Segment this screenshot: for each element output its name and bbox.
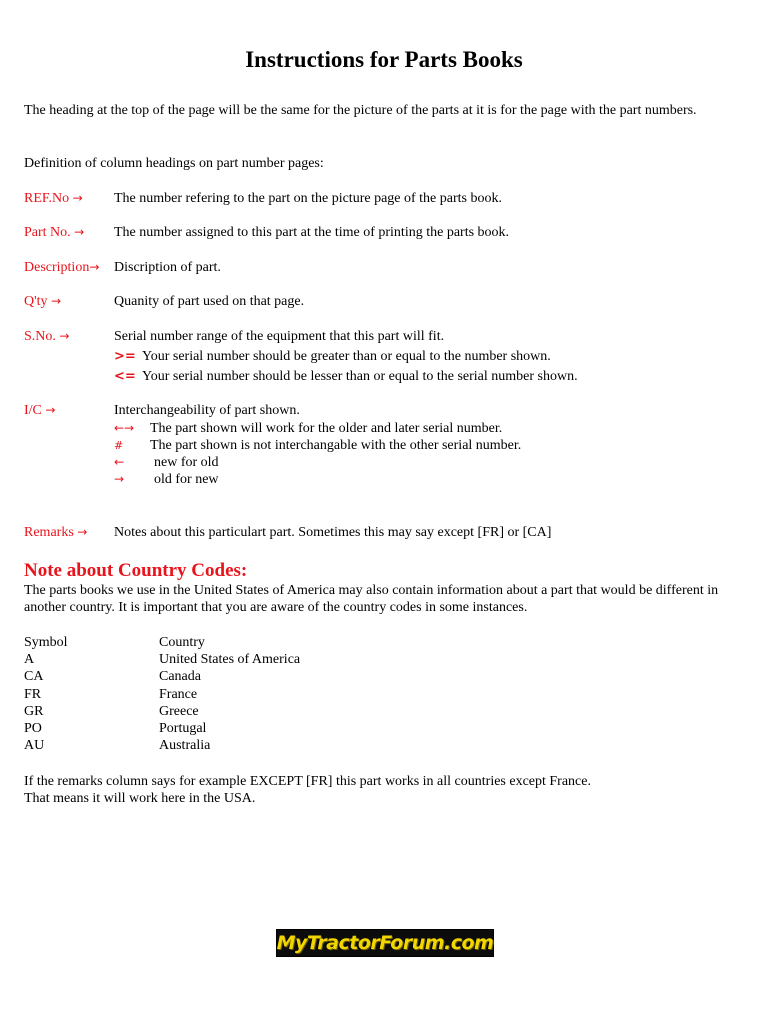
hash-symbol: # (114, 439, 124, 452)
term-ref-no (24, 190, 83, 207)
country-symbol: AU (24, 738, 45, 754)
ic-hash-text: The part shown is not interchangable with the other serial number. (150, 438, 522, 453)
ic-hash-row (114, 437, 521, 454)
country-row (24, 737, 300, 754)
closing-line-1: If the remarks column says for example EXCEPT [FR] this part works in all countries except France. (24, 774, 591, 789)
country-row (24, 668, 300, 685)
term-description-definition: Discription of part. (114, 260, 221, 275)
country-column-header: Country (159, 635, 205, 650)
closing-line-2: That means it will work here in the USA. (24, 791, 256, 806)
term-remarks-label: Remarks (24, 525, 74, 540)
left-arrow-icon: ← (114, 455, 125, 469)
country-codes-heading: Note about Country Codes: (24, 560, 248, 581)
serial-le-text: Your serial number should be lesser than or equal to the serial number shown. (142, 369, 578, 384)
term-qty-label: Q'ty (24, 294, 48, 309)
term-ref-no-definition: The number refering to the part on the picture page of the parts book. (114, 191, 502, 206)
ic-left-row (114, 454, 219, 471)
logo-text: MyTractorForum.com (276, 931, 494, 954)
country-name: United States of America (159, 652, 301, 668)
term-part-no-label: Part No. (24, 225, 71, 240)
greater-equal-symbol: >= (114, 349, 136, 364)
right-arrow-icon: → (74, 225, 85, 239)
country-row (24, 703, 300, 720)
term-serial-no (24, 328, 69, 345)
mytractorforum-logo (276, 929, 494, 957)
intro-paragraph: The heading at the top of the page will be the same for the picture of the parts at it is for the page with the part numbers. (24, 103, 697, 118)
term-remarks (24, 524, 87, 541)
ic-both-text: The part shown will work for the older and later serial number. (150, 421, 503, 436)
term-serial-no-label: S.No. (24, 329, 56, 344)
country-row (24, 651, 300, 668)
country-symbol: FR (24, 686, 42, 702)
term-interchangeability-label: I/C (24, 403, 42, 418)
right-arrow-icon: → (59, 329, 70, 343)
term-qty-definition: Quanity of part used on that page. (114, 294, 305, 309)
term-interchangeability (24, 402, 55, 419)
country-symbol: A (24, 652, 35, 668)
definitions-heading: Definition of column headings on part number pages: (24, 156, 324, 171)
term-serial-no-definition: Serial number range of the equipment that this part will fit. (114, 329, 445, 344)
country-name: Greece (159, 703, 199, 719)
term-description-label: Description (24, 260, 90, 275)
less-equal-symbol: <= (114, 369, 136, 384)
right-arrow-icon: → (51, 294, 62, 308)
serial-ge-text: Your serial number should be greater than or equal to the number shown. (142, 349, 551, 364)
country-name: Portugal (159, 720, 207, 736)
country-intro-paragraph: The parts books we use in the United States of America may also contain information about a part that would be different in another country. It is important that you are aware of the country codes in some instances. (24, 583, 719, 615)
term-part-no-definition: The number assigned to this part at the time of printing the parts book. (114, 225, 510, 240)
country-code-table (24, 634, 300, 754)
symbol-column-header: Symbol (24, 635, 68, 650)
right-arrow-icon: → (89, 260, 100, 274)
ic-right-row (114, 471, 219, 488)
right-arrow-icon: → (45, 403, 56, 417)
country-row (24, 720, 300, 737)
ic-right-text: old for new (154, 472, 219, 487)
term-part-no (24, 224, 84, 241)
right-arrow-icon: → (77, 525, 88, 539)
country-symbol: CA (24, 669, 44, 685)
term-ref-no-label: REF.No (24, 191, 70, 206)
country-name: France (159, 686, 198, 702)
country-name: Canada (159, 669, 201, 685)
ic-left-text: new for old (154, 455, 219, 470)
ic-both-row (114, 420, 502, 437)
term-description (24, 259, 99, 276)
right-arrow-icon: → (114, 472, 125, 486)
country-name: Australia (159, 738, 211, 754)
right-arrow-icon: → (72, 191, 83, 205)
country-table-header (24, 634, 300, 651)
country-symbol: PO (24, 720, 42, 736)
country-row (24, 686, 300, 703)
bidirectional-arrow-icon: ←→ (114, 421, 135, 435)
term-remarks-definition: Notes about this particulart part. Sometimes this may say except [FR] or [CA] (114, 525, 552, 540)
term-interchangeability-definition: Interchangeability of part shown. (114, 403, 300, 418)
country-symbol: GR (24, 703, 44, 719)
serial-ge-row (114, 348, 551, 365)
serial-le-row (114, 368, 578, 385)
term-qty (24, 293, 61, 310)
page-title: Instructions for Parts Books (245, 47, 523, 72)
